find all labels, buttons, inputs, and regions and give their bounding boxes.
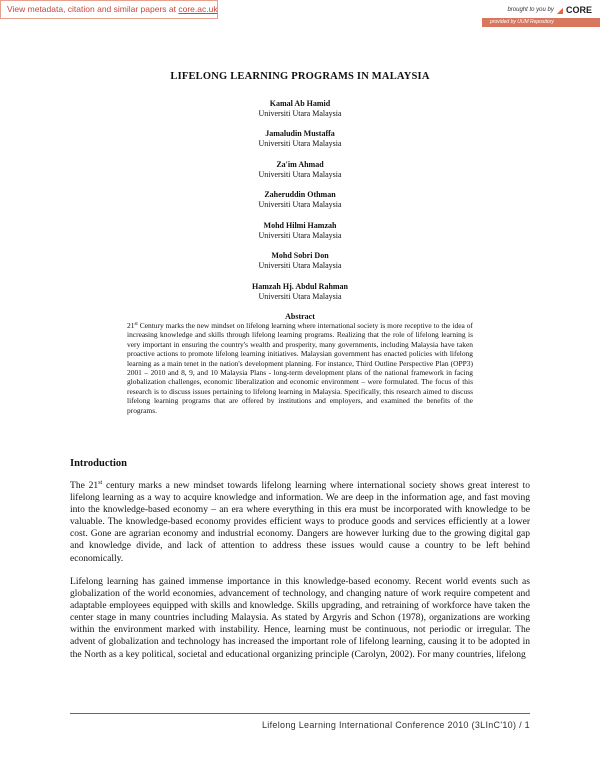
author-name: Za'im Ahmad [276,160,324,169]
core-logo-icon: ◢ [556,5,563,15]
intro-paragraph-1 [70,480,530,565]
author-affiliation: Universiti Utara Malaysia [258,109,342,118]
core-brand[interactable] [507,3,592,17]
author-block [0,221,600,241]
author-name: Kamal Ab Hamid [269,99,331,108]
intro-p1-text: century marks a new mindset towards lifelong learning where international society shows great interest to lifelong learning as a way to acquire knowledge and information. We are deep in the information age, and fast moving into the knowledge-based economy – an era where everything in this era must be incorporated with knowledge to be valuable. The knowledge-based economy provides efficient ways to produce goods and services efficiently at a lower cost. Gone are agrarian economy and industrial economy. Dangers are however lurking due to the growing digital gap and knowledge divide, and lack of attention to address these issues would cause a country to be left behind economically. [70,480,530,564]
paper-title: LIFELONG LEARNING PROGRAMS IN MALAYSIA [170,71,430,82]
page-footer: Lifelong Learning International Conference 2010 (3LInC'10) / 1 [262,720,530,730]
abstract-num: 21 [127,321,135,330]
intro-p1-sup: st [98,480,103,486]
core-link-prefix: View metadata, citation and similar papers at [7,4,179,14]
core-logo-text: CORE [565,5,592,15]
brought-by-text: brought to you by [507,7,554,13]
author-block [0,251,600,271]
author-affiliation: Universiti Utara Malaysia [258,200,342,209]
author-affiliation: Universiti Utara Malaysia [258,170,342,179]
intro-p2-text: Lifelong learning has gained immense importance in this knowledge-based economy. Recent world events such as globalization of the world economies, advancement of technology, and changing nature of work require competent and adaptable employees equipped with skills and knowledge. Skills upgrading, and retraining of workforce have taken the center stage in many countries including Malaysia. As stated by Argyris and Schon (1978), organizations are working within the environment marked with instability. Hence, learning must be continuous, not periodic or irregular. The advent of globalization and technology has increased the important role of lifelong learning, causing it to be adopted in the North as a key political, societal and educational organizing principle (Carolyn, 2002). For many countries, lifelong [70,576,530,660]
intro-p1-pre: The 21 [70,480,99,491]
provided-by-bar[interactable]: provided by UUM Repository [482,18,600,27]
core-metadata-link[interactable] [0,0,218,19]
author-block [0,190,600,210]
author-name: Mohd Sobri Don [271,251,329,260]
author-block [0,99,600,119]
intro-paragraph-2 [70,576,530,661]
author-block [0,160,600,180]
author-affiliation: Universiti Utara Malaysia [258,139,342,148]
author-affiliation: Universiti Utara Malaysia [258,231,342,240]
author-affiliation: Universiti Utara Malaysia [258,261,342,270]
footer-divider [70,713,530,714]
abstract-body [127,321,473,415]
author-block [0,129,600,149]
core-link-url[interactable]: core.ac.uk [178,4,218,14]
author-block [0,282,600,302]
core-banner [0,0,600,25]
abstract-sup: st [134,322,138,327]
author-name: Zaheruddin Othman [264,190,336,199]
section-heading-introduction: Introduction [70,458,127,469]
abstract-text: Century marks the new mindset on lifelong learning where international society is more receptive to the idea of increasing knowledge and skills through lifelong learning programs. Realizing that the role of lifelong learning is very important in ensuring the country's wealth and prosperity, many governments, including Malaysia have taken proactive actions to promote lifelong learning initiatives. Malaysian government has enacted policies with lifelong learning as a main tenet in the nation's development planning. For instance, Third Outline Perspective Plan (OPP3) 2001 – 2010 and 8, 9, and 10 Malaysia Plans - long-term development plans of the national framework in facing globalization challenges, economic liberalization and economic environment – were formulated. The focus of this research is to discuss issues pertaining to lifelong learning in Malaysia. Specifically, this research aimed to discuss lifelong learning programs that are offered by institutions and employers, and examined the benefits of the programs. [127,321,473,415]
abstract-heading: Abstract [285,312,315,321]
author-affiliation: Universiti Utara Malaysia [258,292,342,301]
author-name: Mohd Hilmi Hamzah [263,221,337,230]
author-name: Hamzah Hj. Abdul Rahman [251,282,349,291]
author-name: Jamaludin Mustaffa [265,129,335,138]
